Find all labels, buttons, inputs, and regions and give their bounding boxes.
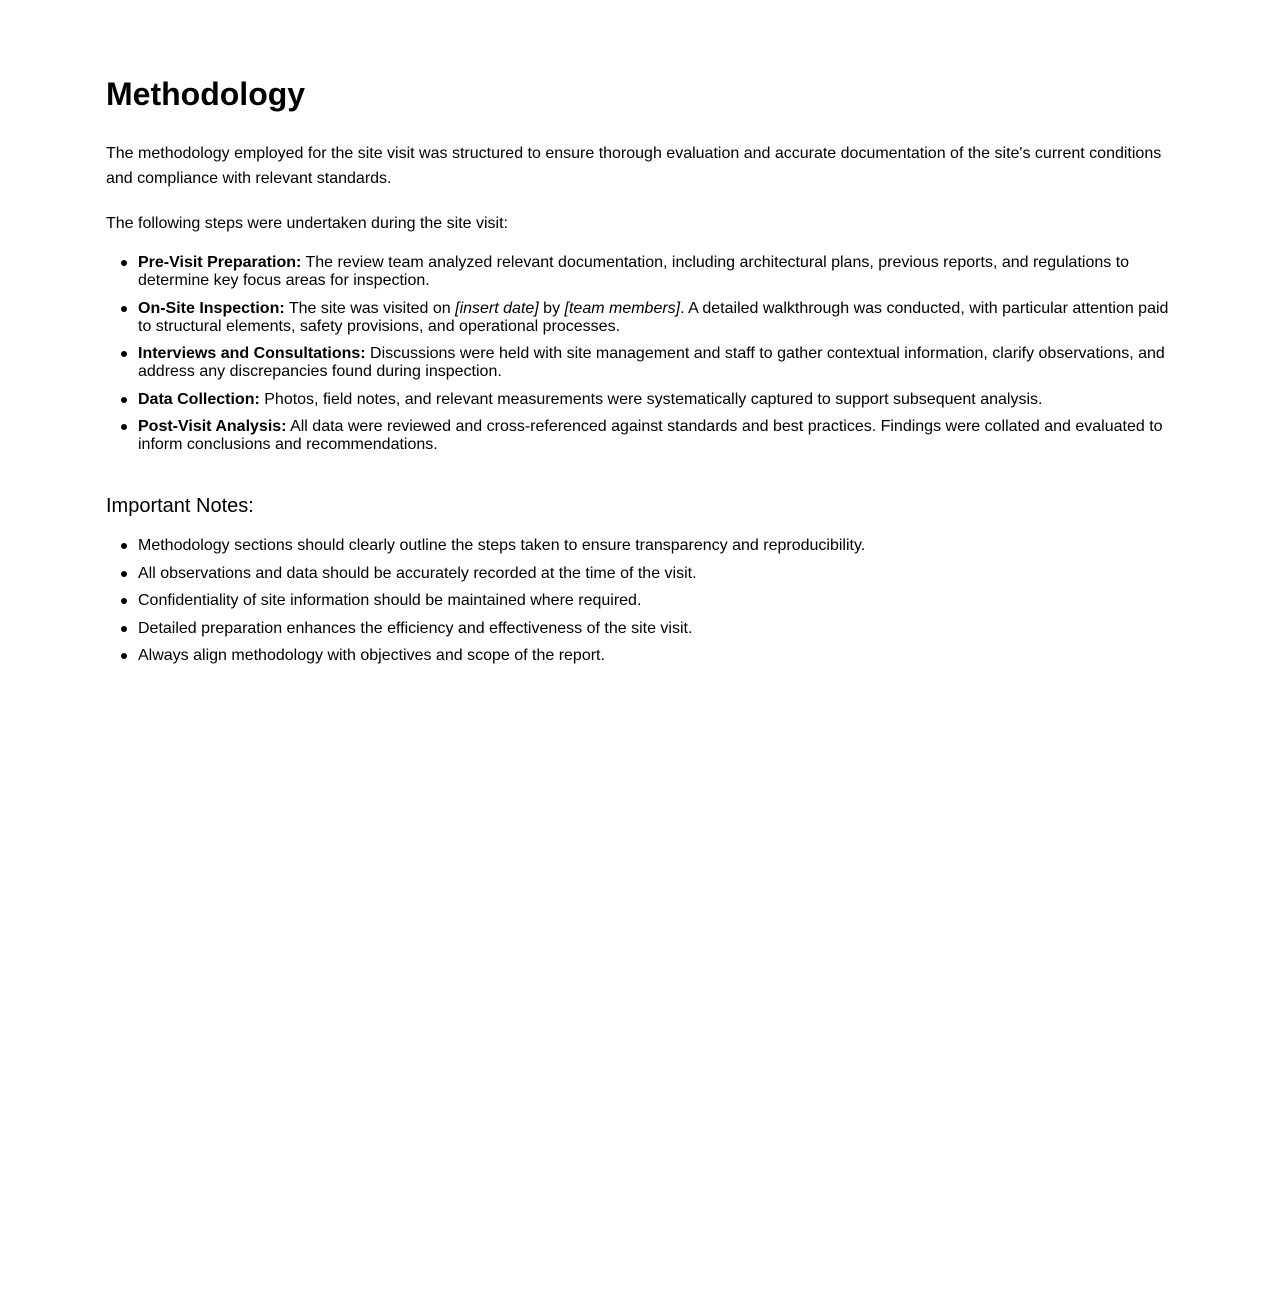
step-label: Interviews and Consultations:: [138, 345, 366, 362]
page-title: Methodology: [106, 76, 306, 112]
note-text: Always align methodology with objectives and scope of the report.: [138, 647, 605, 664]
step-text: All data were reviewed and cross-referenced against standards and best practices. Findings were collated and evaluated to inform conclusions and recommendations.: [138, 418, 1163, 453]
note-text: Methodology sections should clearly outline the steps taken to ensure transparency and reproducibility.: [138, 537, 866, 554]
list-item: [106, 620, 1172, 638]
note-text: Confidentiality of site information should be maintained where required.: [138, 592, 642, 609]
list-item-pre-visit-preparation: [106, 254, 1172, 290]
bullet-icon: [121, 306, 127, 312]
note-text: Detailed preparation enhances the efficiency and effectiveness of the site visit.: [138, 619, 693, 637]
bullet-icon: [121, 543, 127, 549]
step-text: by: [538, 299, 565, 317]
list-item-interviews-and-consultations: [106, 345, 1172, 381]
step-label: Post-Visit Analysis:: [138, 418, 287, 435]
step-text: Photos, field notes, and relevant measurements were systematically captured to support subsequent analysis.: [259, 390, 1043, 408]
step-label: Data Collection:: [138, 390, 260, 408]
bullet-icon: [121, 397, 127, 403]
list-item: [106, 537, 1172, 555]
step-text: Discussions were held with site management and staff to gather contextual information, clarify observations, and address any discrepancies found during inspection.: [138, 345, 1165, 380]
list-item-on-site-inspection: [106, 300, 1172, 336]
bullet-icon: [121, 351, 127, 357]
notes-heading: Important Notes:: [106, 495, 254, 517]
bullet-icon: [121, 571, 127, 577]
date-placeholder: [insert date]: [455, 299, 539, 317]
bullet-icon: [121, 626, 127, 632]
bullet-icon: [121, 424, 127, 430]
step-label: On-Site Inspection:: [138, 299, 285, 317]
steps-lead-paragraph: The following steps were undertaken during the site visit:: [106, 215, 508, 232]
step-text: The review team analyzed relevant documentation, including architectural plans, previous reports, and regulations to determine key focus areas for inspection.: [138, 254, 1130, 289]
steps-list: [106, 254, 1172, 464]
notes-list: [106, 537, 1172, 675]
step-label: Pre-Visit Preparation:: [138, 254, 302, 271]
step-text: The site was visited on: [284, 299, 456, 317]
list-item-post-visit-analysis: [106, 418, 1172, 454]
note-text: All observations and data should be accurately recorded at the time of the visit.: [138, 564, 697, 582]
team-placeholder: [team members]: [564, 299, 681, 317]
bullet-icon: [121, 598, 127, 604]
bullet-icon: [121, 653, 127, 659]
step-text: . A detailed walkthrough was conducted, with particular attention paid to structural elements, safety provisions, and operational processes.: [138, 299, 1169, 335]
list-item: [106, 647, 1172, 665]
list-item: [106, 592, 1172, 610]
bullet-icon: [121, 260, 127, 266]
list-item-data-collection: [106, 391, 1172, 409]
intro-paragraph: The methodology employed for the site visit was structured to ensure thorough evaluation and accurate documentation of the site's current conditions and compliance with relevant standards.: [106, 145, 1162, 187]
list-item: [106, 565, 1172, 583]
